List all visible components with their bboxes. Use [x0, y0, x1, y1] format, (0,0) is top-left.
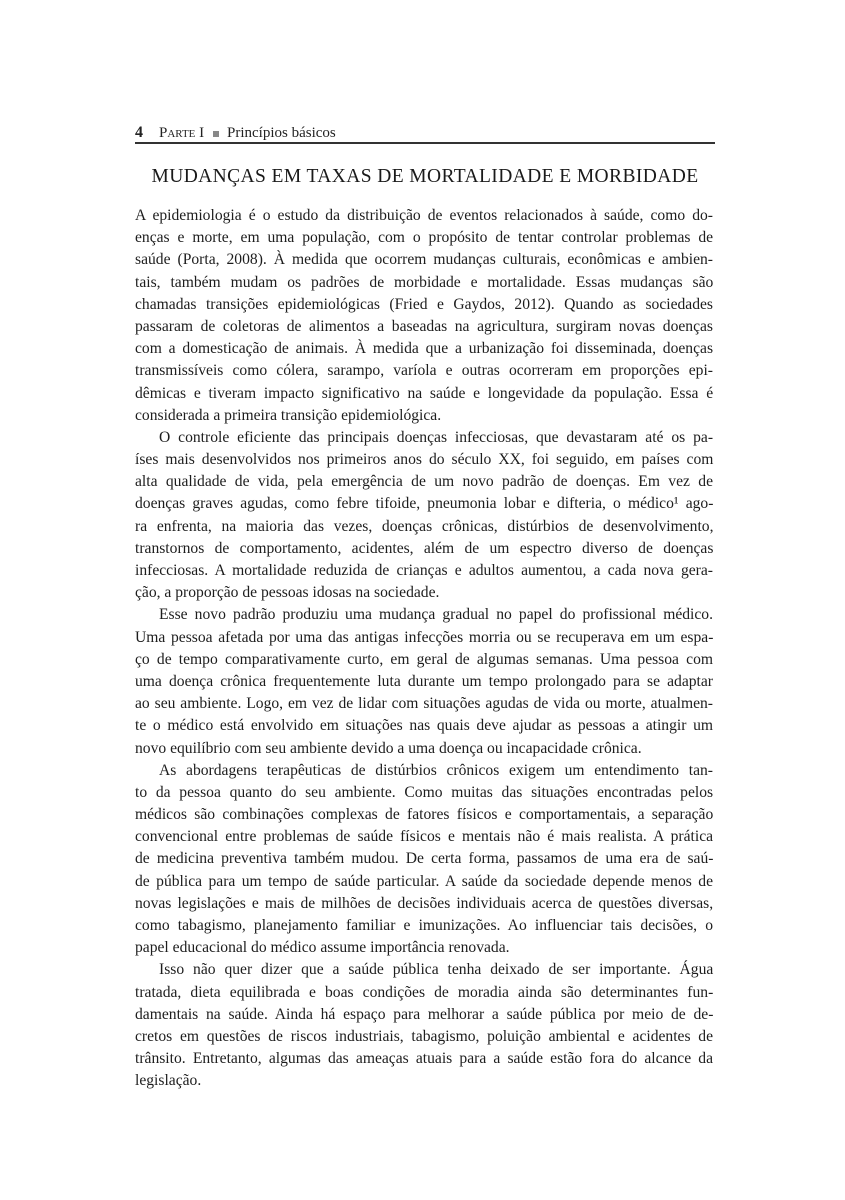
text-line: legislação. — [135, 1072, 202, 1090]
text-line: infecciosas. A mortalidade reduzida de crianças e adultos aumentou, a cada nova gera- — [135, 562, 713, 579]
paragraph — [135, 959, 713, 1092]
square-bullet-icon — [213, 131, 219, 137]
text-line: ao seu ambiente. Logo, em vez de lidar com situações agudas de vida ou morte, atualmen- — [135, 695, 713, 713]
text-line: to da pessoa quanto do seu ambiente. Como muitas das situações encontradas pelos — [135, 783, 714, 801]
text-line: enças e morte, em uma população, com o propósito de tentar controlar problemas de — [135, 229, 714, 247]
text-line: doenças graves agudas, como febre tifoide, pneumonia lobar e difteria, o médico¹ ago- — [135, 495, 714, 513]
text-line: O controle eficiente das principais doenças infecciosas, que devastaram até os pa- — [159, 428, 714, 446]
text-line: ra enfrenta, na maioria das vezes, doenças crônicas, distúrbios de desenvolvimento, — [135, 517, 714, 535]
text-line: transmissíveis como cólera, sarampo, varíola e outras ocorreram em proporções epi- — [135, 362, 713, 380]
text-line: dêmicas e tiveram impacto significativo na saúde e longevidade da população. Essa é — [135, 384, 714, 402]
text-line: convencional entre problemas de saúde físicos e mentais não é mais realista. A prática — [135, 828, 714, 846]
text-line: alta qualidade de vida, pela emergência de um novo padrão de doenças. Em vez de — [135, 473, 713, 491]
text-line: saúde (Porta, 2008). À medida que ocorrem mudanças culturais, econômicas e ambien- — [135, 251, 713, 269]
text-line: considerada a primeira transição epidemiológica. — [135, 406, 442, 424]
text-line: As abordagens terapêuticas de distúrbios crônicos exigem um entendimento tan- — [159, 761, 713, 779]
text-line: transtornos de comportamento, acidentes, além de um espectro diverso de doenças — [135, 539, 714, 557]
part-label: Parte I — [159, 125, 205, 141]
text-line: novas legislações e mais de milhões de decisões individuais acerca de questões diversas, — [135, 894, 714, 912]
text-line: tratada, dieta equilibrada e boas condições de moradia ainda são determinantes fun- — [135, 983, 714, 1001]
text-line: íses mais desenvolvidos nos primeiros anos do século XX, foi seguido, em países com — [135, 451, 714, 469]
header-rule — [135, 142, 715, 144]
text-line: te o médico está envolvido em situações nas quais deve ajudar as pessoas a atingir um — [135, 717, 713, 735]
text-line: trânsito. Entretanto, algumas das ameaças atuais para a saúde estão fora do alcance da — [135, 1050, 713, 1068]
text-line: chamadas transições epidemiológicas (Fried e Gaydos, 2012). Quando as sociedades — [135, 295, 713, 313]
page-number: 4 — [135, 124, 143, 141]
text-line: novo equilíbrio com seu ambiente devido a uma doença ou incapacidade crônica. — [135, 739, 642, 757]
text-line: de medicina preventiva também mudou. De certa forma, passamos de uma era de saú- — [135, 850, 714, 868]
paragraph — [135, 760, 713, 960]
text-line: papel educacional do médico assume importância renovada. — [135, 939, 510, 957]
text-line: A epidemiologia é o estudo da distribuição de eventos relacionados à saúde, como do- — [135, 207, 713, 224]
paragraph — [135, 427, 713, 605]
text-line: cretos em questões de riscos industriais, tabagismo, poluição ambiental e acidentes de — [135, 1027, 713, 1045]
text-line: de pública para um tempo de saúde particular. A saúde da sociedade depende menos de — [135, 872, 713, 890]
chapter-title: Princípios básicos — [227, 125, 336, 141]
text-line: Esse novo padrão produziu uma mudança gradual no papel do profissional médico. — [159, 606, 713, 624]
text-line: passaram de coletoras de alimentos a baseadas na agricultura, surgiram novas doenças — [135, 317, 713, 335]
text-line: Isso não quer dizer que a saúde pública tenha deixado de ser importante. Água — [159, 961, 714, 979]
text-line: tais, também mudam os padrões de morbidade e mortalidade. Essas mudanças são — [135, 273, 714, 291]
paragraph — [135, 604, 713, 759]
text-line: Uma pessoa afetada por uma das antigas infecções morria ou se recuperava em um espa- — [135, 628, 714, 646]
text-line: como tabagismo, planejamento familiar e imunizações. Ao influenciar tais decisões, o — [135, 917, 713, 934]
section-title: MUDANÇAS EM TAXAS DE MORTALIDADE E MORBIDADE — [151, 166, 699, 187]
text-line: uma doença crônica frequentemente luta durante um tempo prolongado para se adaptar — [135, 672, 713, 690]
paragraph — [135, 205, 713, 427]
text-line: ço de tempo comparativamente curto, em geral de algumas semanas. Uma pessoa com — [135, 650, 713, 668]
text-line: damentais na saúde. Ainda há espaço para melhorar a saúde pública por meio de de- — [135, 1005, 714, 1023]
text-line: com a domesticação de animais. À medida que a urbanização foi disseminada, doenças — [135, 340, 714, 358]
text-line: médicos são combinações complexas de fatores físicos e comportamentais, a separação — [135, 806, 714, 824]
running-header — [135, 122, 715, 144]
body-text — [135, 205, 713, 1093]
text-line: ção, a proporção de pessoas idosas na sociedade. — [135, 584, 440, 602]
